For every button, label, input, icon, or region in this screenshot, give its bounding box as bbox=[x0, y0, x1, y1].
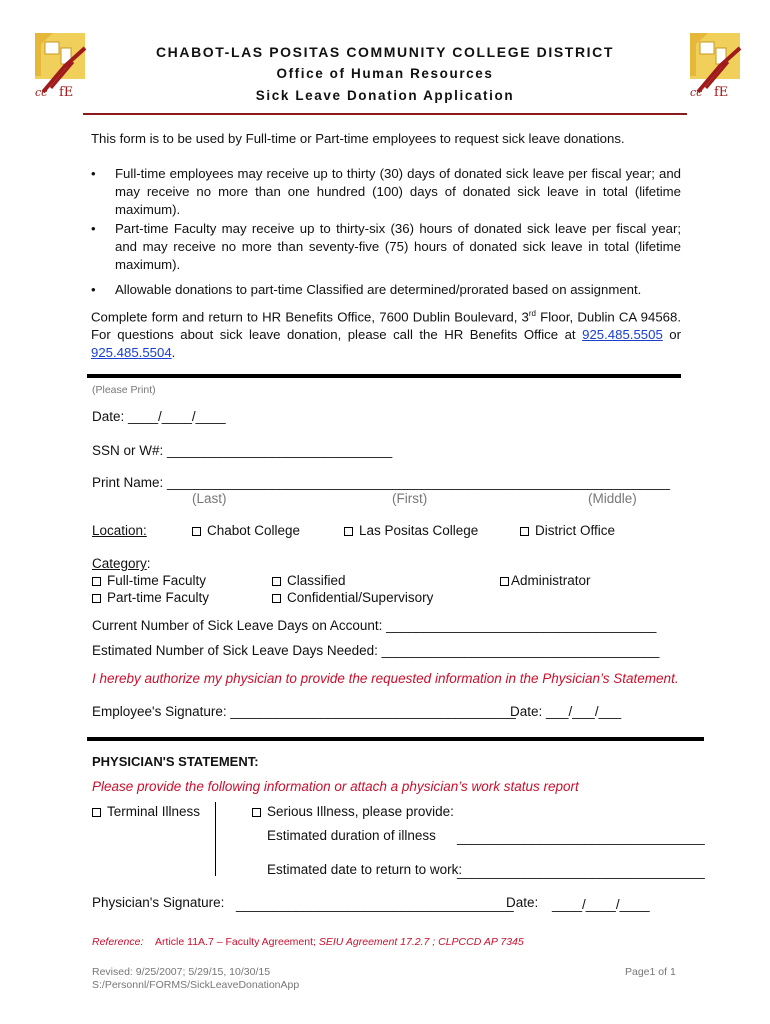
district-title: CHABOT-LAS POSITAS COMMUNITY COLLEGE DISTRICT bbox=[155, 44, 615, 60]
checkbox-icon bbox=[92, 594, 101, 603]
checkbox-icon bbox=[192, 527, 201, 536]
name-middle-caption: (Middle) bbox=[588, 491, 637, 506]
name-first-caption: (First) bbox=[392, 491, 428, 506]
phone-link-2[interactable]: 925.485.5504 bbox=[91, 345, 172, 361]
serious-illness-label: Serious Illness, please provide: bbox=[267, 804, 454, 819]
please-print-note: (Please Print) bbox=[92, 384, 156, 396]
ssn-field[interactable]: SSN or W#: ______________________________ bbox=[92, 443, 393, 458]
location-chabot-label: Chabot College bbox=[207, 523, 301, 538]
return-instructions bbox=[91, 305, 681, 362]
reference-article: Article 11A.7 – Faculty Agreement; bbox=[155, 936, 316, 948]
reference-seiu: SEIU Agreement 17.2.7 ; CLPCCD AP 7345 bbox=[318, 936, 524, 948]
category-heading bbox=[92, 556, 151, 571]
location-label: Location: bbox=[92, 523, 147, 538]
return-end: . bbox=[171, 345, 176, 361]
svg-text:cc: cc bbox=[35, 86, 48, 98]
file-path: S:/Personnl/FORMS/SickLeaveDonationApp bbox=[92, 979, 300, 991]
checkbox-icon bbox=[344, 527, 353, 536]
category-classified-label: Classified bbox=[287, 573, 346, 588]
checkbox-icon bbox=[520, 527, 529, 536]
current-days-field[interactable]: Current Number of Sick Leave Days on Account: ____________________________________ bbox=[92, 618, 657, 633]
category-colon: : bbox=[146, 556, 151, 571]
return-date-label: Estimated date to return to work: bbox=[267, 862, 463, 877]
needed-days-field[interactable]: Estimated Number of Sick Leave Days Needed: _____________________________________ bbox=[92, 643, 660, 658]
bullet-text: Part-time Faculty may receive up to thirty-six (36) hours of donated sick leave per fiscal year; and may receive no more than seventy-five (75) hours of donated sick leave in total (lifetime maximum). bbox=[115, 221, 681, 272]
physician-divider bbox=[87, 737, 704, 741]
svg-text:fE: fE bbox=[59, 85, 74, 98]
physician-signature-field[interactable]: _____________________________________ bbox=[236, 897, 514, 912]
employee-signature-field[interactable]: Employee's Signature: ______________________________________ bbox=[92, 704, 516, 719]
bullet-text: Full-time employees may receive up to thirty (30) days of donated sick leave per fiscal year; and may receive no more than one hundred (100) days of donated sick leave in total (lifetime maximum). bbox=[115, 166, 681, 217]
checkbox-icon bbox=[272, 594, 281, 603]
physician-title: PHYSICIAN'S STATEMENT: bbox=[92, 754, 259, 769]
revised-dates: Revised: 9/25/2007; 5/29/15, 10/30/15 bbox=[92, 966, 271, 978]
terminal-illness-checkbox[interactable] bbox=[92, 804, 200, 819]
return-text-b: Floor, Dublin CA 94568. For questions about sick leave donation, please call the HR Benefits Office at bbox=[91, 309, 681, 343]
section-divider bbox=[87, 374, 681, 378]
physician-vertical-rule bbox=[215, 802, 216, 876]
reference-label: Reference: bbox=[92, 936, 144, 948]
category-administrator-label: Administrator bbox=[511, 573, 591, 588]
date-field[interactable]: Date: ____/____/____ bbox=[92, 409, 226, 424]
physician-instruction: Please provide the following information or attach a physician’s work status report bbox=[92, 779, 579, 794]
category-confidential-checkbox[interactable] bbox=[272, 590, 433, 605]
duration-label: Estimated duration of illness bbox=[267, 828, 436, 843]
checkbox-icon bbox=[92, 577, 101, 586]
category-fulltime-checkbox[interactable] bbox=[92, 573, 206, 588]
return-superscript: rd bbox=[528, 309, 536, 318]
terminal-illness-label: Terminal Illness bbox=[107, 804, 201, 819]
location-district-checkbox[interactable] bbox=[520, 523, 615, 538]
checkbox-icon bbox=[500, 577, 509, 586]
physician-signature-label: Physician's Signature: bbox=[92, 895, 225, 910]
return-or: or bbox=[662, 327, 682, 343]
name-last-caption: (Last) bbox=[192, 491, 227, 506]
location-district-label: District Office bbox=[535, 523, 616, 538]
location-chabot-checkbox[interactable] bbox=[192, 523, 300, 538]
authorization-statement: I hereby authorize my physician to provide the requested information in the Physician’s Statement. bbox=[92, 671, 679, 686]
category-label: Category bbox=[92, 556, 147, 571]
phone-link-1[interactable]: 925.485.5505 bbox=[582, 327, 663, 343]
reference-line bbox=[92, 936, 524, 948]
category-fulltime-label: Full-time Faculty bbox=[107, 573, 207, 588]
category-parttime-label: Part-time Faculty bbox=[107, 590, 210, 605]
form-title: Sick Leave Donation Application bbox=[255, 88, 515, 103]
checkbox-icon bbox=[92, 808, 101, 817]
bullet-text: Allowable donations to part-time Classified are determined/prorated based on assignment. bbox=[115, 282, 642, 297]
category-confidential-label: Confidential/Supervisory bbox=[287, 590, 434, 605]
category-parttime-checkbox[interactable] bbox=[92, 590, 209, 605]
physician-date-label: Date: bbox=[506, 895, 539, 910]
category-classified-checkbox[interactable] bbox=[272, 573, 346, 588]
svg-text:cc: cc bbox=[690, 86, 703, 98]
serious-illness-checkbox[interactable] bbox=[252, 804, 454, 819]
page-number: Page1 of 1 bbox=[625, 966, 676, 978]
print-name-field[interactable]: Print Name: ___________________________________________________________________ bbox=[92, 475, 671, 490]
intro-text: This form is to be used by Full-time or Part-time employees to request sick leave donations. bbox=[91, 131, 625, 146]
svg-text:fE: fE bbox=[714, 85, 729, 98]
physician-date-field[interactable]: ____/____/____ bbox=[552, 897, 650, 912]
duration-field[interactable]: _________________________________ bbox=[457, 830, 705, 845]
return-date-field[interactable]: _________________________________ bbox=[457, 864, 705, 879]
location-laspositas-checkbox[interactable] bbox=[344, 523, 478, 538]
checkbox-icon bbox=[272, 577, 281, 586]
checkbox-icon bbox=[252, 808, 261, 817]
location-laspositas-label: Las Positas College bbox=[359, 523, 479, 538]
header-rule bbox=[83, 113, 687, 115]
employee-date-field[interactable]: Date: ___/___/___ bbox=[510, 704, 622, 719]
office-title: Office of Human Resources bbox=[276, 66, 494, 81]
return-text-a: Complete form and return to HR Benefits Office, 7600 Dublin Boulevard, 3 bbox=[91, 309, 529, 325]
category-administrator-checkbox[interactable] bbox=[500, 573, 591, 588]
